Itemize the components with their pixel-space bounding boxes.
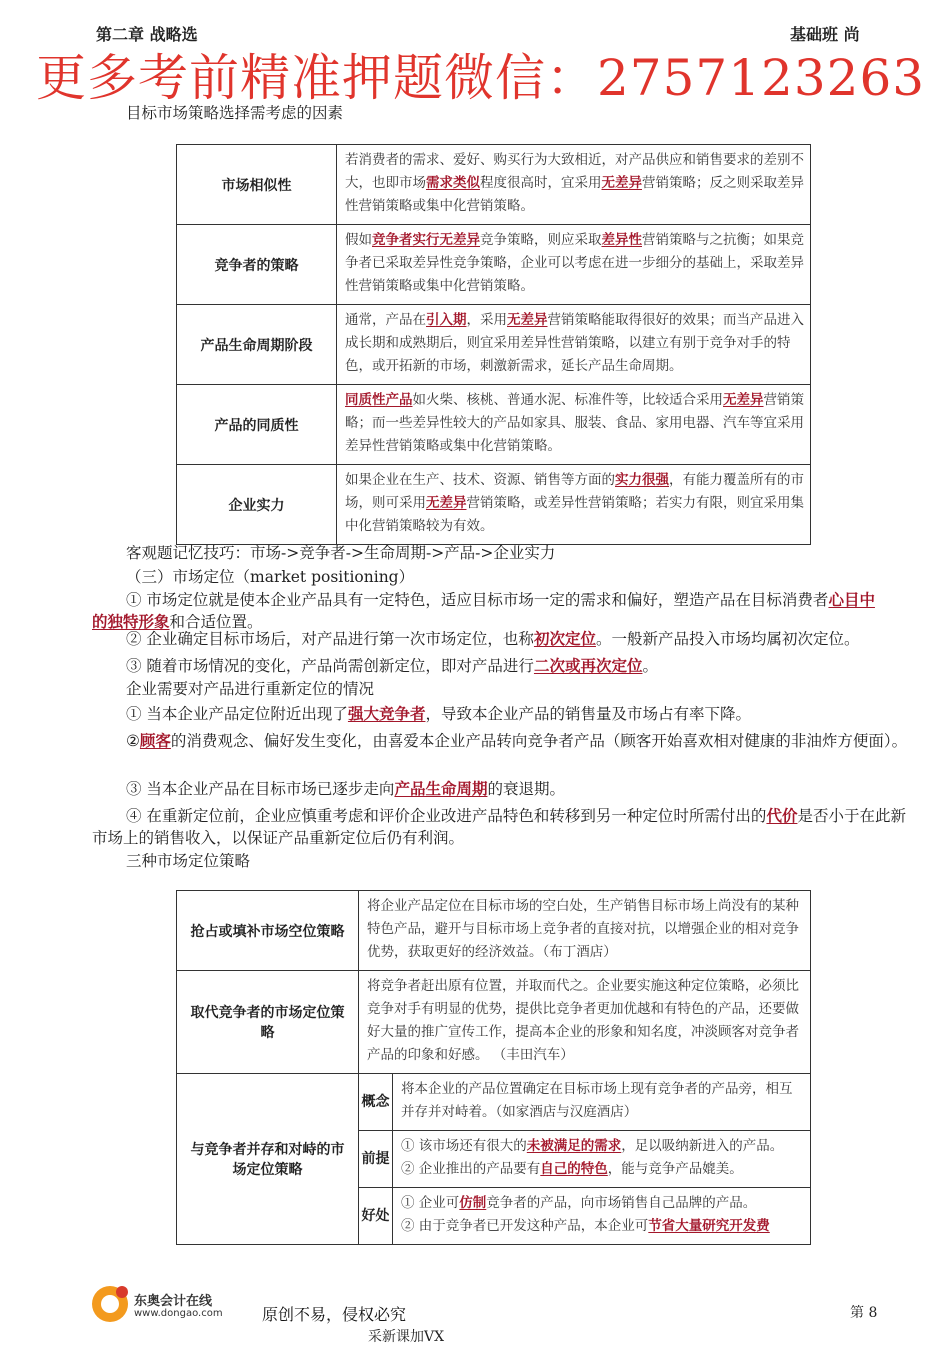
text-run: ，能与竞争产品媲美。 bbox=[607, 1161, 743, 1177]
factor-description bbox=[337, 145, 811, 225]
highlight-term: 强大竞争者 bbox=[347, 704, 426, 723]
text-run: 假如 bbox=[345, 232, 372, 248]
strategy-name: 取代竞争者的市场定位策略 bbox=[177, 971, 359, 1074]
sub-description bbox=[393, 1131, 811, 1188]
strategy-description bbox=[359, 971, 811, 1074]
text-run: 将本企业的产品位置确定在目标市场上现有竞争者的产品旁，相互并存并对峙着。（如家酒店与汉庭酒店） bbox=[401, 1081, 793, 1120]
sub-description bbox=[393, 1074, 811, 1131]
text-run: 营销策略能取得很好的效果；而当产品进入成长期和成熟期后，则宜采用差异性营销策略，以建立有别于竞争对手的特色，或开拓新的市场，刺激新需求，延长产品生命周期。 bbox=[345, 312, 804, 374]
reposition-case-4 bbox=[92, 805, 912, 849]
factor-name: 企业实力 bbox=[177, 465, 337, 545]
text-run: ③ 当本企业产品在目标市场已逐步走向 bbox=[126, 780, 395, 798]
text-run: 营销策略；而一些差异性较大的产品如家具、服装、食品、家用电器、汽车等宜采用差异性营销策略或集中化营销策略。 bbox=[345, 392, 804, 454]
section-title: 目标市场策略选择需考虑的因素 bbox=[126, 104, 344, 122]
strategy-description bbox=[359, 891, 811, 971]
text-run: 将企业产品定位在目标市场的空白处，生产销售目标市场上尚没有的某种特色产品，避开与目标市场上竞争者的直接对抗，以增强企业的相对竞争优势，获取更好的经济效益。（布丁酒店） bbox=[367, 898, 799, 960]
factor-description bbox=[337, 305, 811, 385]
text-run: ② 由于竞争者已开发这种产品，本企业可 bbox=[401, 1218, 649, 1234]
highlight-term: 顾客 bbox=[139, 731, 171, 750]
highlight-term: 二次或再次定位 bbox=[533, 656, 643, 675]
sub-line bbox=[401, 1078, 804, 1124]
text-run: 将竞争者赶出原有位置，并取而代之。企业要实施这种定位策略，必须比竞争对手有明显的优势，提供比竞争者更加优越和有特色的产品，还要做好大量的推广宣传工作，提高本企业的形象和知名度，冲淡顾客对竞争者产品的印象和好感。 （丰田汽车） bbox=[367, 978, 799, 1063]
strategy-name: 与竞争者并存和对峙的市场定位策略 bbox=[177, 1074, 359, 1245]
chapter-header: 第二章 战略选 bbox=[96, 25, 198, 44]
factor-name: 产品的同质性 bbox=[177, 385, 337, 465]
text-run: ② 企业推出的产品要有 bbox=[401, 1161, 541, 1177]
sub-line bbox=[401, 1158, 804, 1181]
text-run: 营销策略；反之则采取差异性营销策略或集中化营销策略。 bbox=[345, 175, 804, 214]
highlight-term: 心目中的独特形象 bbox=[92, 590, 875, 631]
text-run: 。一般新产品投入市场均属初次定位。 bbox=[595, 630, 860, 648]
text-run: （三）市场定位（market positioning） bbox=[126, 568, 415, 586]
text-run: 三种市场定位策略 bbox=[126, 852, 251, 870]
text-run: 营销策略，或差异性营销策略；若实力有限，则宜采用集中化营销策略较为有效。 bbox=[345, 495, 804, 534]
bottom-cut-text: 采新课加VX bbox=[368, 1329, 445, 1345]
table-row bbox=[177, 891, 811, 971]
factors-table bbox=[176, 144, 811, 545]
text-run: ② bbox=[126, 732, 140, 750]
highlight-term: 竞争者实行无差异 bbox=[372, 232, 480, 248]
text-run: ① 企业可 bbox=[401, 1195, 460, 1211]
factor-description bbox=[337, 465, 811, 545]
factor-description bbox=[337, 225, 811, 305]
table-row bbox=[177, 1074, 811, 1131]
text-run: 通常，产品在 bbox=[345, 312, 426, 328]
sub-label: 前提 bbox=[359, 1131, 393, 1188]
logo-url: www.dongao.com bbox=[134, 1308, 223, 1319]
initial-positioning bbox=[126, 628, 859, 650]
text-run: 是否小于在此新市场上的销售收入，以保证产品重新定位后仍有利润。 bbox=[92, 807, 906, 847]
table-row bbox=[177, 305, 811, 385]
text-run: 若消费者的需求、爱好、购买行为大致相近，对产品供应和销售要求的差别不大，也即市场 bbox=[345, 152, 804, 191]
dongao-logo-icon bbox=[92, 1286, 128, 1322]
text-run: 客观题记忆技巧：市场->竞争者->生命周期->产品->企业实力 bbox=[126, 544, 556, 562]
text-run: 和合适位置。 bbox=[169, 613, 263, 631]
memory-tip bbox=[126, 542, 555, 564]
highlight-term: 产品生命周期 bbox=[394, 779, 488, 798]
highlight-term: 无差异 bbox=[601, 175, 642, 191]
positioning-definition bbox=[92, 589, 890, 633]
text-run: ① 该市场还有很大的 bbox=[401, 1138, 527, 1154]
highlight-term: 代价 bbox=[766, 806, 798, 825]
highlight-term: 需求类似 bbox=[426, 175, 480, 191]
repositioning bbox=[126, 655, 658, 677]
sub-description bbox=[393, 1188, 811, 1245]
text-run: ① 市场定位就是使本企业产品具有一定特色，适应目标市场一定的需求和偏好，塑造产品在目标消费者 bbox=[126, 591, 829, 609]
text-run: 。 bbox=[642, 657, 658, 675]
highlight-term: 无差异 bbox=[507, 312, 548, 328]
subsection-heading bbox=[126, 566, 414, 588]
sub-label: 概念 bbox=[359, 1074, 393, 1131]
highlight-term: 未被满足的需求 bbox=[526, 1138, 622, 1154]
highlight-term: 仿制 bbox=[459, 1195, 487, 1211]
highlight-term: 自己的特色 bbox=[540, 1161, 608, 1177]
text-run: 竞争策略，则应采取 bbox=[480, 232, 602, 248]
logo-name: 东奥会计在线 bbox=[134, 1294, 213, 1309]
text-run: ② 企业确定目标市场后，对产品进行第一次市场定位，也称 bbox=[126, 630, 534, 648]
highlight-term: 差异性 bbox=[601, 232, 642, 248]
table-row bbox=[177, 971, 811, 1074]
table-row bbox=[177, 465, 811, 545]
sub-line bbox=[401, 1135, 804, 1158]
text-run: 如火柴、核桃、普通水泥、标准件等，比较适合采用 bbox=[412, 392, 723, 408]
course-header: 基础班 尚 bbox=[790, 25, 860, 44]
text-run: 的消费观念、偏好发生变化，由喜爱本企业产品转向竞争者产品（顾客开始喜欢相对健康的非油炸方便面）。 bbox=[170, 732, 908, 750]
highlight-term: 无差异 bbox=[723, 392, 764, 408]
copyright-slogan: 原创不易，侵权必究 bbox=[262, 1305, 407, 1324]
text-run: ，有能力覆盖所有的市场，则可采用 bbox=[345, 472, 804, 511]
highlight-term: 节省大量研究开发费 bbox=[648, 1218, 770, 1234]
text-run: 营销策略与之抗衡；如果竞争者已采取差异性竞争策略，企业可以考虑在进一步细分的基础上，采取差异性营销策略或集中化营销策略。 bbox=[345, 232, 804, 294]
table-row bbox=[177, 145, 811, 225]
highlight-term: 实力很强 bbox=[615, 472, 669, 488]
text-run: ，足以吸纳新进入的产品。 bbox=[621, 1138, 784, 1154]
highlight-term: 同质性产品 bbox=[345, 392, 413, 408]
table-row bbox=[177, 385, 811, 465]
text-run: 如果企业在生产、技术、资源、销售等方面的 bbox=[345, 472, 615, 488]
factor-name: 市场相似性 bbox=[177, 145, 337, 225]
strategy-name: 抢占或填补市场空位策略 bbox=[177, 891, 359, 971]
reposition-cases-heading bbox=[126, 678, 374, 700]
text-run: 的衰退期。 bbox=[487, 780, 565, 798]
text-run: 竞争者的产品，向市场销售自己品牌的产品。 bbox=[486, 1195, 757, 1211]
highlight-term: 引入期 bbox=[426, 312, 467, 328]
watermark-text: 更多考前精准押题微信：2757123263 bbox=[36, 49, 926, 107]
factor-name: 产品生命周期阶段 bbox=[177, 305, 337, 385]
sub-label: 好处 bbox=[359, 1188, 393, 1245]
reposition-case-1 bbox=[126, 703, 751, 725]
text-run: ，采用 bbox=[466, 312, 507, 328]
factor-description bbox=[337, 385, 811, 465]
text-run: ④ 在重新定位前，企业应慎重考虑和评价企业改进产品特色和转移到另一种定位时所需付出的 bbox=[126, 807, 767, 825]
reposition-case-2 bbox=[92, 730, 912, 752]
text-run: 企业需要对产品进行重新定位的情况 bbox=[126, 680, 375, 698]
factor-name: 竞争者的策略 bbox=[177, 225, 337, 305]
page-number: 第 8 bbox=[850, 1305, 878, 1321]
text-run: ，导致本企业产品的销售量及市场占有率下降。 bbox=[425, 705, 751, 723]
table-row bbox=[177, 225, 811, 305]
sub-line bbox=[401, 1192, 804, 1215]
reposition-case-3 bbox=[126, 778, 565, 800]
text-run: ③ 随着市场情况的变化，产品尚需创新定位，即对产品进行 bbox=[126, 657, 534, 675]
strategy-table bbox=[176, 890, 811, 1245]
text-run: 程度很高时，宜采用 bbox=[480, 175, 602, 191]
text-run: ① 当本企业产品定位附近出现了 bbox=[126, 705, 348, 723]
highlight-term: 初次定位 bbox=[533, 629, 596, 648]
highlight-term: 无差异 bbox=[426, 495, 467, 511]
sub-line bbox=[401, 1215, 804, 1238]
strategies-heading bbox=[126, 850, 250, 872]
